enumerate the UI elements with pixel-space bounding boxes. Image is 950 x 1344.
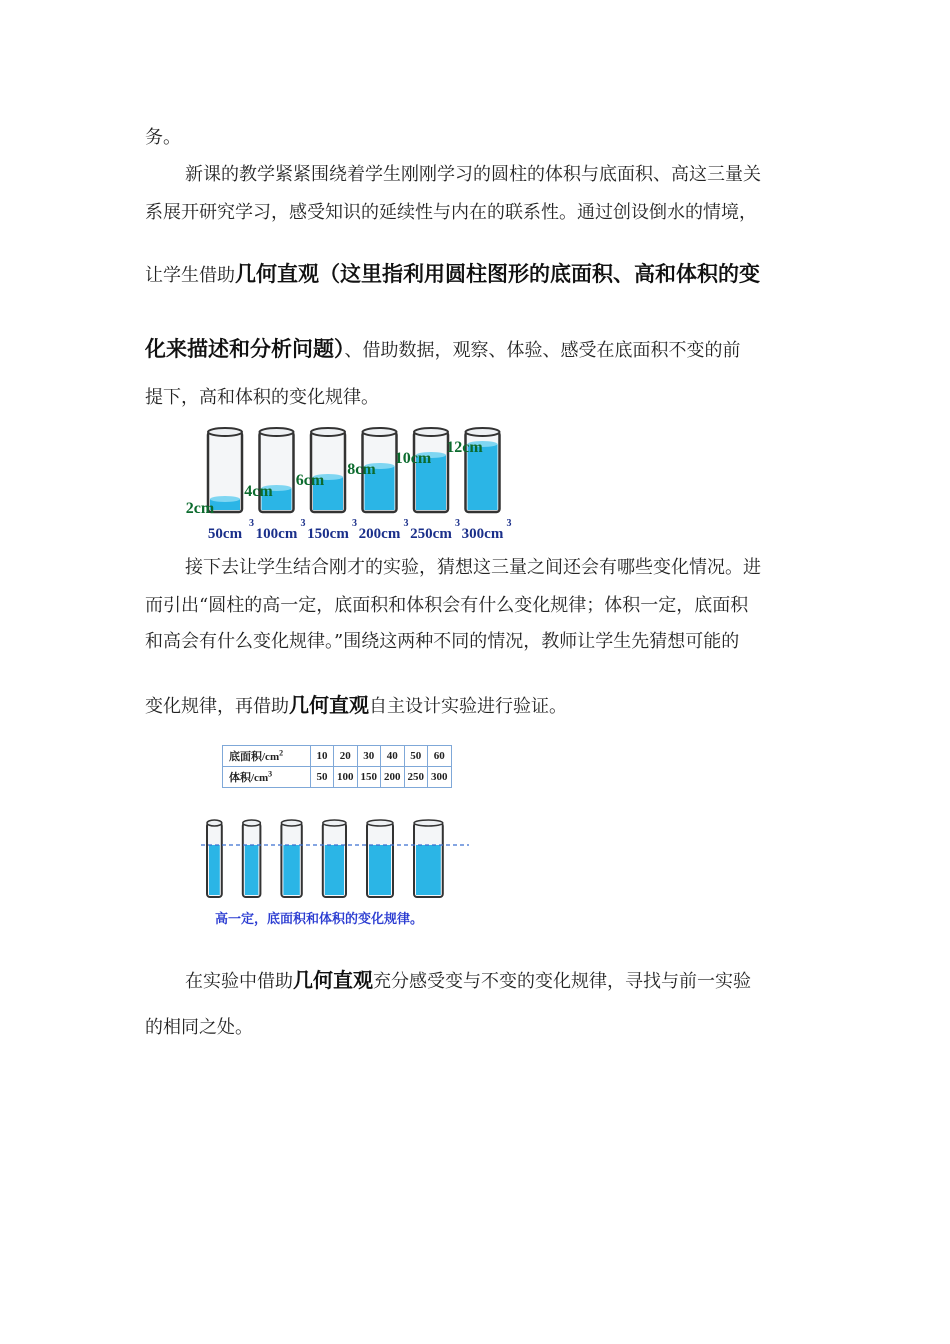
row-header: 体积$/cm^3$ — [223, 767, 311, 788]
water-fill — [209, 845, 220, 895]
table-cell: 20 — [334, 746, 358, 767]
emphasis-text: 几何直观 — [289, 693, 369, 717]
text-line: 系展开研究学习，感受知识的延续性与内在的联系性。通过创设倒水的情境， — [145, 202, 757, 223]
water-fill — [416, 845, 441, 895]
volume-unit-superscript: 3 — [300, 518, 306, 529]
glass-rim — [207, 820, 222, 826]
glass-rim — [311, 428, 345, 436]
cylinder-height-figure — [180, 422, 520, 547]
water-fill — [245, 845, 259, 895]
volume-unit-superscript: 3 — [403, 518, 409, 529]
table-cell: 50 — [404, 746, 428, 767]
table-cell: 300 — [428, 767, 452, 788]
volume-unit-superscript: 3 — [352, 518, 357, 529]
glass-rim — [243, 820, 261, 826]
glass-rim — [367, 820, 393, 826]
glass-rim — [208, 428, 242, 436]
text-line: 和高会有什么变化规律。”围绕这两种不同的情况，教师让学生先猜想可能的 — [145, 631, 740, 652]
table-cell: 40 — [381, 746, 405, 767]
emphasis-text: 几何直观（这里指利用圆柱图形的底面积、高和体积的变 — [235, 262, 760, 286]
text-run: 自主设计实验进行验证。 — [369, 696, 567, 717]
table-row — [223, 767, 452, 788]
figure-caption: 高一定，底面积和体积的变化规律。 — [215, 912, 424, 927]
equal-height-cylinders — [195, 815, 475, 905]
glass-rim — [281, 820, 301, 826]
volume-unit-superscript: 3 — [506, 518, 512, 529]
height-label: 6cm — [295, 472, 325, 489]
volume-label: 250cm — [410, 526, 452, 542]
water-fill — [369, 845, 391, 895]
volume-label: 200cm — [358, 526, 401, 542]
text-line — [185, 968, 810, 994]
text-line: 提下，高和体积的变化规律。 — [145, 387, 379, 408]
text-line: 而引出“圆柱的高一定，底面积和体积会有什么变化规律；体积一定，底面积 — [145, 595, 749, 616]
text-line — [145, 693, 810, 719]
height-label: 2cm — [185, 500, 215, 517]
text-run: 充分感受变与不变的变化规律，寻找与前一实验 — [373, 971, 751, 992]
text-line — [145, 262, 810, 288]
volume-unit-superscript: 3 — [455, 518, 460, 529]
volume-label: 100cm — [255, 526, 298, 542]
table-cell: 10 — [311, 746, 334, 767]
volume-unit-superscript: 3 — [249, 518, 254, 529]
text-line: 的相同之处。 — [145, 1017, 253, 1038]
text-run: 变化规律，再借助 — [145, 696, 289, 717]
table-cell: 250 — [404, 767, 428, 788]
table-cell: 60 — [428, 746, 452, 767]
table-cell: 100 — [334, 767, 358, 788]
volume-label: 150cm — [307, 526, 349, 542]
text-line: 新课的教学紧紧围绕着学生刚刚学习的圆柱的体积与底面积、高这三量关 — [185, 164, 761, 185]
glass-rim — [260, 428, 294, 436]
emphasis-text: 化来描述和分析问题） — [145, 337, 345, 361]
text-line: 接下去让学生结合刚才的实验，猜想这三量之间还会有哪些变化情况。进 — [185, 557, 761, 578]
glass-rim — [414, 428, 448, 436]
water-surface — [210, 496, 240, 502]
text-run: 在实验中借助 — [185, 971, 293, 992]
volume-label: 300cm — [461, 526, 504, 542]
table-cell: 150 — [357, 767, 381, 788]
table-cell: 200 — [381, 767, 405, 788]
volume-label: 50cm — [207, 526, 243, 542]
text-run: 让学生借助 — [145, 265, 235, 286]
text-run: 、借助数据，观察、体验、感受在底面积不变的前 — [344, 340, 741, 361]
table-cell: 50 — [311, 767, 334, 788]
glass-rim — [363, 428, 397, 436]
glass-rim — [323, 820, 346, 826]
table-cell: 30 — [357, 746, 381, 767]
height-label: 4cm — [244, 483, 273, 500]
row-header: 底面积$/cm^2$ — [223, 746, 311, 767]
base-area-volume-figure — [195, 745, 475, 935]
glass-rim — [414, 820, 443, 826]
height-label: 10cm — [394, 450, 432, 467]
height-label: 12cm — [446, 439, 483, 456]
water-fill — [325, 845, 344, 895]
table-row — [223, 746, 452, 767]
height-label: 8cm — [347, 461, 376, 478]
text-line — [145, 337, 810, 363]
data-table — [222, 745, 452, 788]
emphasis-text: 几何直观 — [293, 968, 373, 992]
glass-rim — [466, 428, 500, 436]
text-line: 务。 — [145, 127, 181, 148]
water-fill — [283, 845, 299, 895]
